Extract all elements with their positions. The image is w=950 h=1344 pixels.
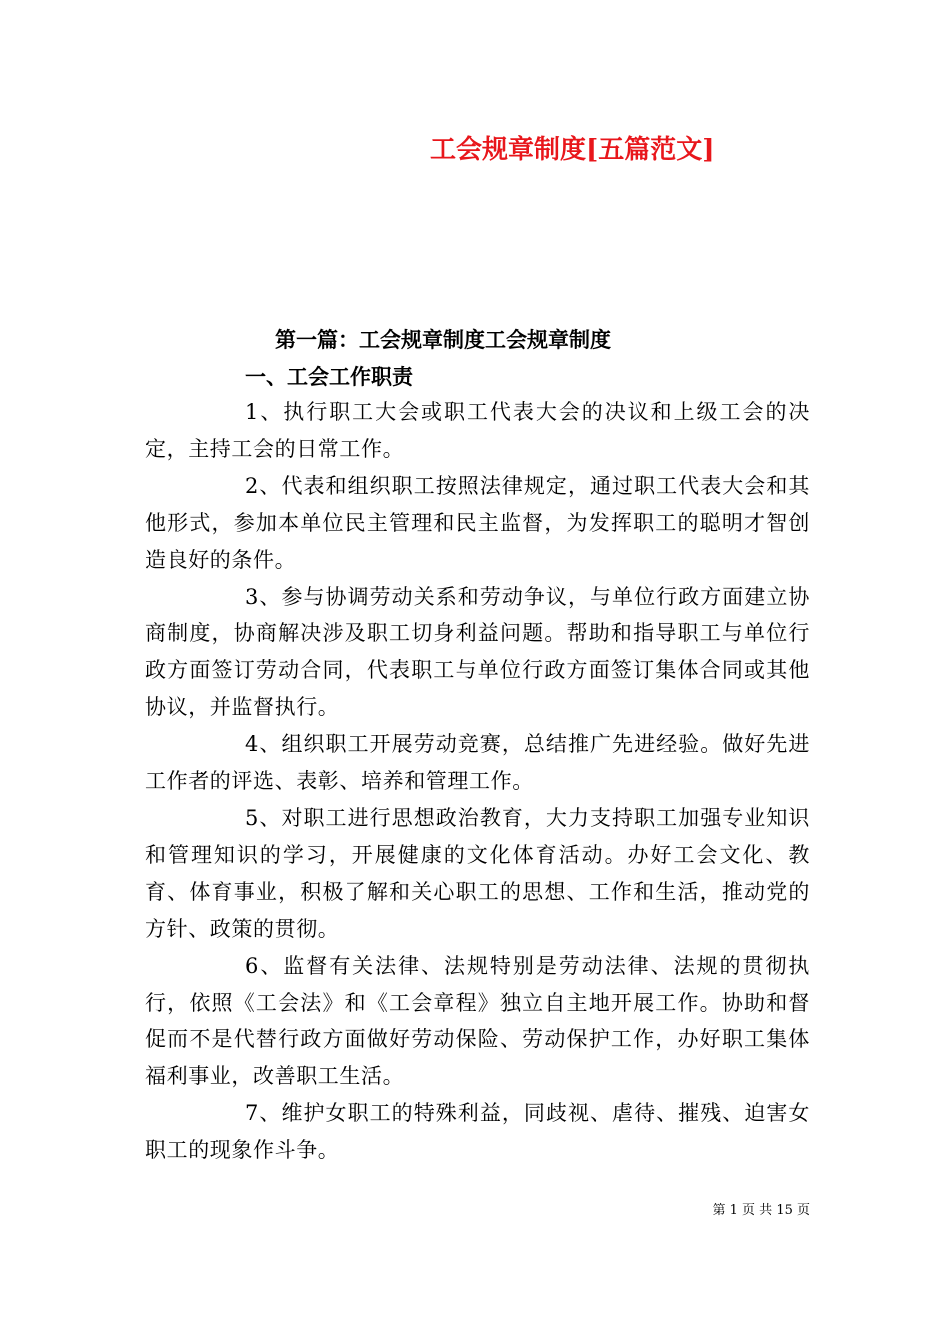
paragraph-4: 4、组织职工开展劳动竞赛，总结推广先进经验。做好先进工作者的评选、表彰、培养和管理工作。	[145, 732, 810, 794]
document-title: 工会规章制度[五篇范文]	[430, 135, 715, 165]
paragraph-6: 6、监督有关法律、法规特别是劳动法律、法规的贯彻执行，依照《工会法》和《工会章程》独立自主地开展工作。协助和督促而不是代替行政方面做好劳动保险、劳动保护工作，办好职工集体福利事业，改善职工生活。	[145, 953, 810, 1089]
page-number: 第 1 页 共 15 页	[712, 1203, 810, 1218]
body-text	[145, 394, 810, 1169]
section-heading: 第一篇：工会规章制度工会规章制度	[275, 327, 611, 352]
paragraph-7: 7、维护女职工的特殊利益，同歧视、虐待、摧残、迫害女职工的现象作斗争。	[145, 1101, 810, 1163]
sub-heading: 一、工会工作职责	[245, 364, 413, 389]
paragraph-2: 2、代表和组织职工按照法律规定，通过职工代表大会和其他形式，参加本单位民主管理和民主监督，为发挥职工的聪明才智创造良好的条件。	[145, 473, 810, 572]
paragraph-5: 5、对职工进行思想政治教育，大力支持职工加强专业知识和管理知识的学习，开展健康的文化体育活动。办好工会文化、教育、体育事业，积极了解和关心职工的思想、工作和生活，推动党的方针、政策的贯彻。	[145, 805, 810, 941]
paragraph-1: 1、执行职工大会或职工代表大会的决议和上级工会的决定，主持工会的日常工作。	[145, 400, 810, 461]
paragraph-3: 3、参与协调劳动关系和劳动争议，与单位行政方面建立协商制度，协商解决涉及职工切身利益问题。帮助和指导职工与单位行政方面签订劳动合同，代表职工与单位行政方面签订集体合同或其他协议，并监督执行。	[145, 584, 810, 720]
